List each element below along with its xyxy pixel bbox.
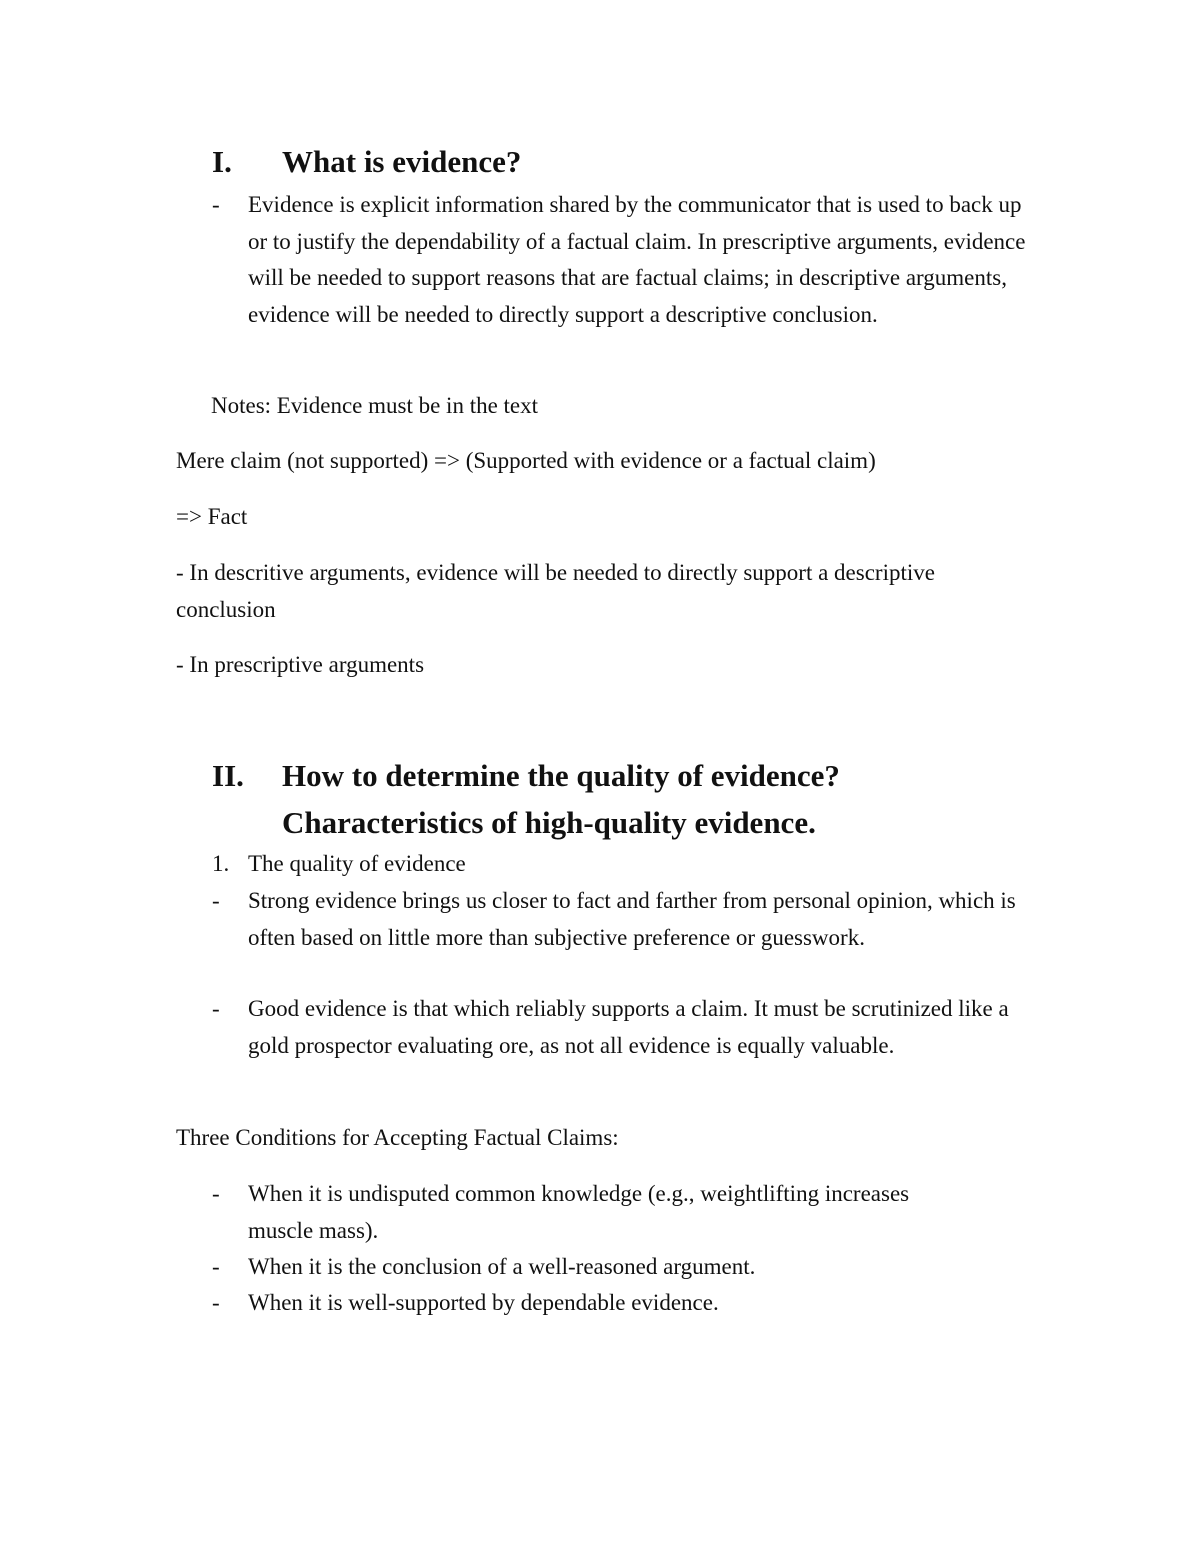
section-2-item-1 [212,846,1032,883]
bullet-marker: - [212,1181,220,1206]
section-2-heading [212,752,1052,848]
claim-line: Mere claim (not supported) => (Supported with evidence or a factual claim) [176,448,876,473]
descriptive-line: - In descritive arguments, evidence will be needed to directly support a descriptive conclusion [176,560,935,622]
list-item-text: Strong evidence brings us closer to fact and farther from personal opinion, which is often based on little more than subjective preference or guesswork. [248,888,1016,950]
condition-item-2 [212,1249,1032,1286]
section-1-title: What is evidence? [282,144,522,179]
bullet-marker: - [212,996,220,1021]
bullet-marker: - [212,1290,220,1315]
list-number: 1. [212,851,230,876]
bullet-text: Evidence is explicit information shared by the communicator that is used to back up or to justify the dependability of a factual claim. In prescriptive arguments, evidence will be needed to support reasons that are factual claims; in descriptive arguments, evidence will be needed to directly support a descriptive conclusion. [248,192,1026,327]
notes-line: Notes: Evidence must be in the text [211,393,539,418]
bullet-marker: - [212,192,220,217]
section-2-item-3 [212,991,1032,1101]
condition-item-1 [212,1176,1032,1250]
conditions-title: Three Conditions for Accepting Factual Claims: [176,1125,619,1150]
section-2-title: How to determine the quality of evidence? Characteristics of high-quality evidence. [282,758,840,840]
section-2-number: II. [212,758,244,793]
list-item-text: The quality of evidence [248,851,466,876]
condition-item-3 [212,1285,1032,1322]
bullet-marker: - [212,1254,220,1279]
condition-text: When it is the conclusion of a well-reasoned argument. [248,1254,756,1279]
section-1-number: I. [212,144,232,179]
condition-text: When it is undisputed common knowledge (e.g., weightlifting increases muscle mass). [248,1181,910,1243]
condition-text: When it is well-supported by dependable evidence. [248,1290,719,1315]
prescriptive-line: - In prescriptive arguments [176,652,425,677]
bullet-marker: - [212,888,220,913]
section-1-bullet [212,187,1032,372]
section-2-item-2 [212,883,1032,993]
section-1-heading [212,138,1052,185]
fact-line: => Fact [176,504,248,529]
list-item-text: Good evidence is that which reliably supports a claim. It must be scrutinized like a gold prospector evaluating ore, as not all evidence is equally valuable. [248,996,1009,1058]
